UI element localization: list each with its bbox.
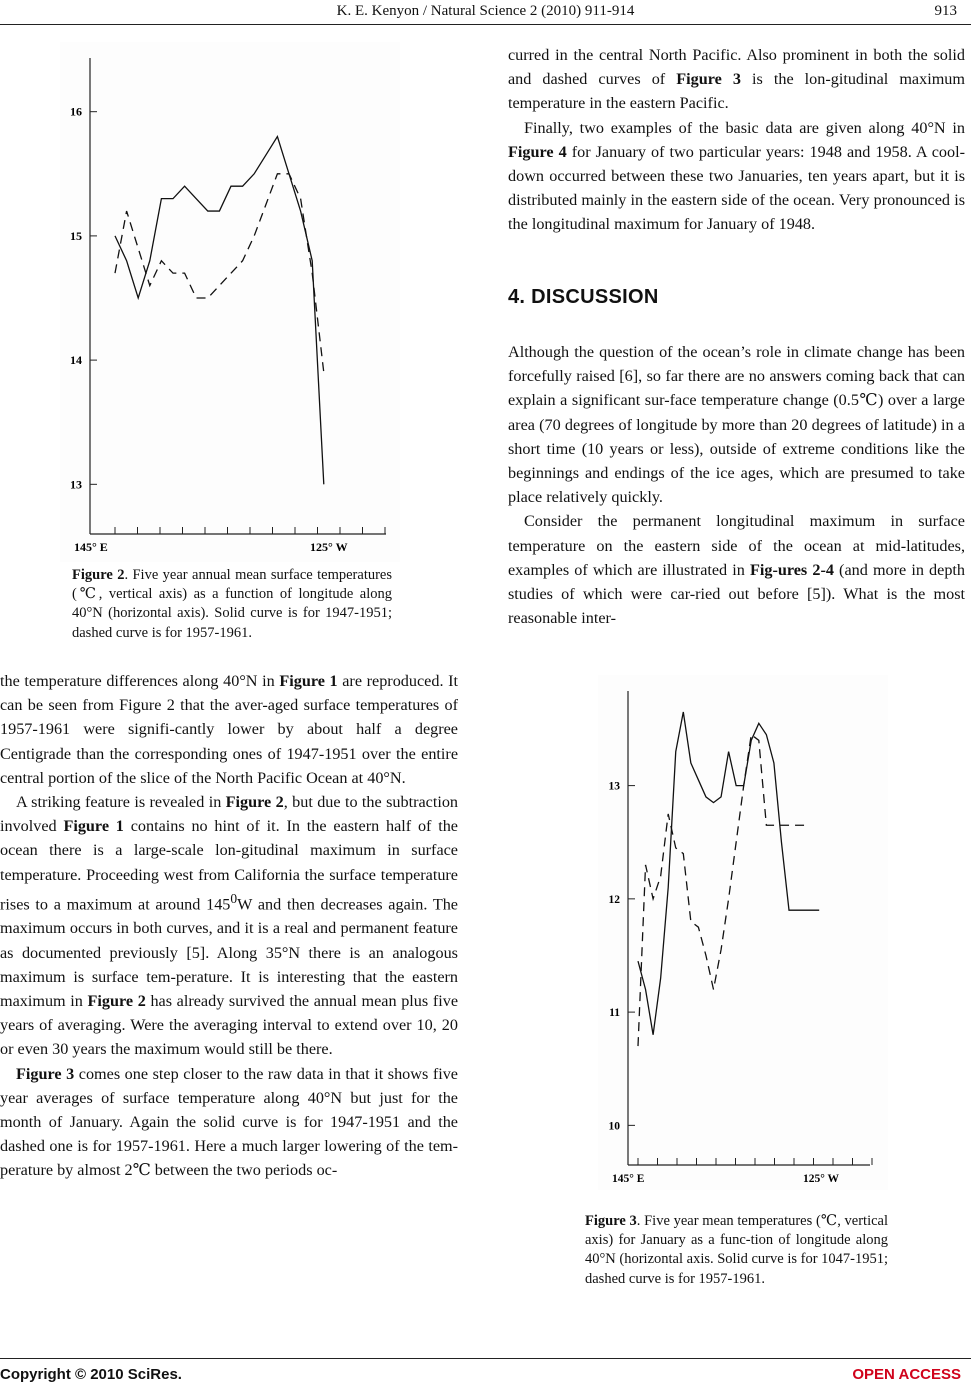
figure-3-caption: Figure 3. Five year mean temperatures (℃, vertical axis) for January as a func-tion of longitude along 40°N (horizontal axis. Solid curve is for 1047-1951; dashed curve is for 1957-1961. bbox=[585, 1213, 889, 1287]
footer-rule bbox=[0, 1358, 971, 1359]
copyright-notice: Copyright © 2010 SciRes. bbox=[0, 1366, 182, 1383]
figure-2-caption: Figure 2. Five year annual mean surface temperatures (℃, vertical axis) as a function of longitude along 40°N (horizontal axis). Solid curve is for 1947-1951; dashed curve is for 1957-1961. bbox=[72, 567, 393, 641]
y-tick-label: 12 bbox=[608, 893, 620, 906]
header-rule bbox=[0, 24, 971, 25]
y-tick-label: 15 bbox=[70, 228, 82, 243]
figure-3-chart bbox=[598, 675, 888, 1190]
paragraph: A striking feature is revealed in Figure 2, but due to the subtraction involved Figure 1 contains no hint of it. In the eastern half of the ocean there is a large-scale lon-gitudinal maximum in surface temperature. Proceeding west from California the surface temperature rises to a maximum at around $145^0W$ and then decreases again. The maximum occurs in both curves, and it is a real and permanent feature as documented previously [5]. Along 35°N there is an analogous maximum is surface tem-perature. It is interesting that the eastern maximum in Figure 2 has already survived the annual mean plus five years of averaging. Were the averaging interval to extend over 10, 20 or even 30 years the maximum would still be there. bbox=[0, 793, 459, 1059]
right-column-top bbox=[508, 43, 965, 237]
paragraph: the temperature differences along 40°N in Figure 1 are reproduced. It can be seen from Figure 2 that the aver-aged surface temperatures of 1957-1961 were signifi-cantly lower by about half a degree Centigrade than the corresponding ones of 1947-1951 over the entire central portion of the slice of the North Pacific Ocean at 40°N. bbox=[0, 672, 459, 787]
x-tick-label-west: 145° E bbox=[612, 1173, 645, 1185]
paragraph: Consider the permanent longitudinal maximum in surface temperature on the eastern side of the ocean at mid-latitudes, examples of which are illustrated in Fig-ures 2-4 (and more in depth studies of which were car-ried out before [5]). What is the most reasonable inter- bbox=[508, 512, 965, 628]
y-tick-label: 16 bbox=[70, 104, 82, 119]
paragraph: Although the question of the ocean’s role in climate change has been forcefully raised [6], so far there are no answers coming back that can explain a significant sur-face temperature change (0.5℃) over a large area (70 degrees of longitude by more than 20 degrees of latitude) in a short time (10 years or less), outside of extreme conditions like the beginnings and endings of the ice ages, which are presumed to take place relatively quickly. bbox=[508, 343, 965, 507]
paragraph: curred in the central North Pacific. Also prominent in both the solid and dashed curves of Figure 3 is the lon-gitudinal maximum temperature in the eastern Pacific. bbox=[508, 46, 965, 113]
y-tick-label: 10 bbox=[608, 1120, 620, 1133]
figure-2-chart bbox=[60, 42, 400, 562]
paragraph: Figure 3 comes one step closer to the raw data in that it shows five year averages of surface temperature along 40°N but just for the month of January. Again the solid curve is for 1947-1951 and the dashed one is for 1957-1961. Here a much larger lowering of the tem-perature by almost 2℃ between the two periods oc- bbox=[0, 1064, 458, 1180]
y-tick-label: 13 bbox=[70, 477, 82, 492]
running-header bbox=[0, 3, 971, 25]
y-tick-label: 13 bbox=[608, 780, 620, 793]
paragraph: Finally, two examples of the basic data are given along 40°N in Figure 4 for January of two particular years: 1948 and 1958. A cool-down occurred between these two Januaries, ten years apart, but it is distributed mainly in the eastern side of the ocean. Very pronounced is the longitudinal maximum for January of 1948. bbox=[508, 118, 965, 234]
x-tick-label-west: 145° E bbox=[74, 540, 108, 554]
right-column-bottom bbox=[508, 340, 965, 630]
section-heading: 4. DISCUSSION bbox=[508, 286, 659, 308]
open-access-label: OPEN ACCESS bbox=[852, 1366, 961, 1383]
x-tick-label-east: 125° W bbox=[310, 540, 348, 554]
x-tick-label-east: 125° W bbox=[803, 1173, 840, 1185]
page-number: 913 bbox=[934, 3, 957, 19]
y-tick-label: 11 bbox=[609, 1007, 620, 1020]
running-title: K. E. Kenyon / Natural Science 2 (2010) 911-914 bbox=[336, 3, 635, 19]
left-column bbox=[0, 669, 458, 1183]
y-tick-label: 14 bbox=[70, 353, 82, 368]
